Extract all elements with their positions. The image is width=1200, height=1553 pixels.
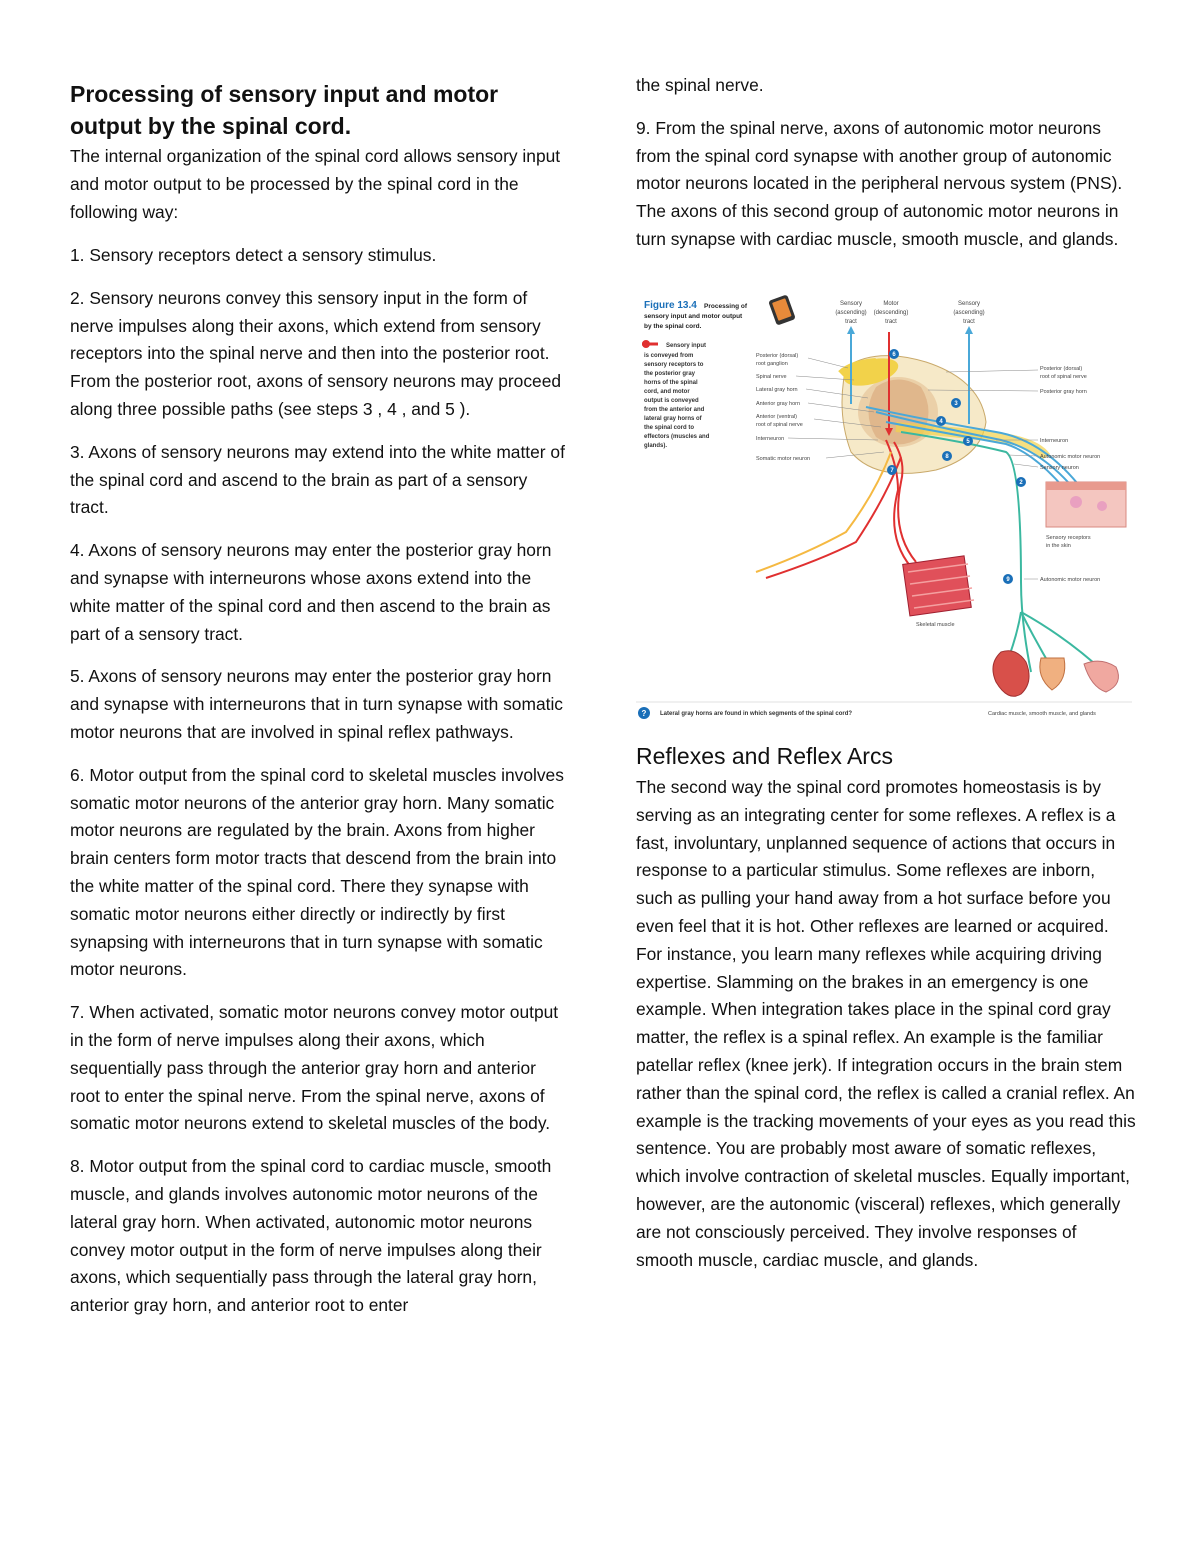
svg-text:output is conveyed: output is conveyed bbox=[644, 398, 699, 404]
tract-motor-1: Motor bbox=[883, 301, 899, 307]
intro-paragraph: The internal organization of the spinal cord allows sensory input and motor output to be processed by the spinal cord in the following way: bbox=[70, 146, 561, 222]
label-posterior-gray-horn: Posterior gray horn bbox=[1040, 389, 1087, 395]
tract-sensory-right-2: (ascending) bbox=[953, 310, 985, 316]
section-heading-reflexes: Reflexes and Reflex Arcs bbox=[636, 743, 893, 769]
tract-sensory-right-3: tract bbox=[963, 319, 975, 325]
tablet-icon bbox=[768, 294, 796, 325]
label-anterior-gray-horn: Anterior gray horn bbox=[756, 401, 801, 407]
svg-text:8: 8 bbox=[945, 454, 949, 460]
interneuron-path bbox=[756, 452, 891, 572]
svg-text:6: 6 bbox=[892, 352, 896, 358]
step-2: 2. Sensory neurons convey this sensory input in the form of nerve impulses along their axons, which extend from sensory receptors into the spinal nerve and then into the posterior root. From the posterior root, axons of sensory neurons may proceed along three possible paths (see steps 3 , 4 , and 5 ). bbox=[70, 287, 562, 419]
svg-text:5: 5 bbox=[966, 439, 970, 445]
reflexes-paragraph: The second way the spinal cord promotes homeostasis is by serving as an integrating center for some reflexes. A reflex is a fast, involuntary, unplanned sequence of actions that occurs in response to a particular stimulus. Some reflexes are inborn, such as pulling your hand away from a hot surface before you even feel that it is hot. Other reflexes are learned or acquired. For instance, you learn many reflexes while acquiring driving expertise. Slamming on the brakes in an emergency is one example. When integration takes place in the spinal cord gray matter, the reflex is a spinal reflex. An example is the familiar patellar reflex (knee jerk). If integration occurs in the brain stem rather than the spinal cord, the reflex is called a cranial reflex. An example is the tracking movements of your eyes as you read this sentence. You are probably most aware of somatic reflexes, which involve contraction of skeletal muscles. Equally important, however, are the autonomic (visceral) reflexes, which generally are not consciously perceived. They involve responses of smooth muscle, cardiac muscle, and glands. bbox=[636, 777, 1136, 1270]
label-posterior-root-right-1: Posterior (dorsal) bbox=[1040, 366, 1083, 372]
svg-text:4: 4 bbox=[939, 419, 943, 425]
label-sensory-neuron: Sensory neuron bbox=[1040, 465, 1079, 471]
step-1: 1. Sensory receptors detect a sensory stimulus. bbox=[70, 245, 437, 265]
skin-sensory-receptors bbox=[1046, 482, 1126, 527]
step-7: 7. When activated, somatic motor neurons convey motor output in the form of nerve impulses along their axons, which sequentially pass through the anterior gray horn and anterior root to enter the spinal nerve. From the spinal nerve, axons of somatic motor neurons extend to skeletal muscles of the body. bbox=[70, 1002, 559, 1134]
sensory-input-legend bbox=[642, 340, 710, 449]
label-somatic-motor-neuron: Somatic motor neuron bbox=[756, 456, 811, 462]
steps-list-left bbox=[70, 242, 570, 1335]
figure-13-4 bbox=[636, 292, 1132, 722]
svg-text:cord, and motor: cord, and motor bbox=[644, 389, 690, 395]
step-8-continuation: the spinal nerve. bbox=[636, 75, 764, 95]
label-sensory-receptors-1: Sensory receptors bbox=[1046, 535, 1091, 541]
spinal-cord-diagram bbox=[636, 292, 1132, 722]
tract-sensory-left-1: Sensory bbox=[839, 301, 863, 307]
tract-motor-2: (descending) bbox=[873, 310, 909, 316]
label-posterior-root-right-2: root of spinal nerve bbox=[1040, 374, 1087, 380]
page-heading: Processing of sensory input and motor output by the spinal cord. bbox=[70, 81, 499, 139]
label-skeletal-muscle: Skeletal muscle bbox=[916, 622, 955, 628]
figure-title-3: by the spinal cord. bbox=[644, 323, 702, 330]
svg-text:2: 2 bbox=[1019, 480, 1023, 486]
step-4: 4. Axons of sensory neurons may enter the posterior gray horn and synapse with interneurons whose axons extend into the white matter of the spinal cord and then ascend to the brain as part of a sensory tract. bbox=[70, 540, 552, 644]
label-posterior-root-ganglion-2: root ganglion bbox=[756, 361, 788, 367]
label-effectors: Cardiac muscle, smooth muscle, and glands bbox=[988, 711, 1096, 717]
svg-text:lateral gray horns of: lateral gray horns of bbox=[644, 416, 702, 422]
steps-list-right bbox=[636, 72, 1136, 269]
svg-text:3: 3 bbox=[954, 401, 958, 407]
tract-sensory-left-3: tract bbox=[845, 319, 857, 325]
figure-question: Lateral gray horns are found in which segments of the spinal cord? bbox=[660, 711, 853, 717]
svg-text:from the anterior and: from the anterior and bbox=[644, 407, 705, 413]
svg-text:7: 7 bbox=[890, 468, 894, 474]
svg-text:glands).: glands). bbox=[644, 443, 668, 449]
svg-text:9: 9 bbox=[1006, 577, 1010, 583]
svg-text:sensory receptors to: sensory receptors to bbox=[644, 362, 704, 368]
label-autonomic-motor-neuron-1: Autonomic motor neuron bbox=[1040, 454, 1101, 460]
label-sensory-receptors-2: in the skin bbox=[1046, 543, 1071, 549]
label-interneuron-right: Interneuron bbox=[1040, 438, 1069, 444]
effector-organs bbox=[993, 651, 1119, 697]
svg-text:effectors (muscles and: effectors (muscles and bbox=[644, 434, 710, 440]
step-3: 3. Axons of sensory neurons may extend into the white matter of the spinal cord and ascend to the brain as part of a sensory tract. bbox=[70, 441, 565, 518]
svg-text:Sensory input: Sensory input bbox=[666, 343, 707, 349]
figure-title-2: sensory input and motor output bbox=[644, 313, 743, 320]
tract-sensory-right-1: Sensory bbox=[957, 301, 981, 307]
svg-text:the spinal cord to: the spinal cord to bbox=[644, 425, 695, 431]
label-lateral-gray-horn: Lateral gray horn bbox=[756, 387, 798, 393]
figure-number: Figure 13.4 bbox=[644, 300, 697, 311]
label-posterior-root-ganglion-1: Posterior (dorsal) bbox=[756, 353, 799, 359]
step-9: 9. From the spinal nerve, axons of autonomic motor neurons from the spinal cord synapse with another group of autonomic motor neurons located in the peripheral nervous system (PNS). The axons of this second group of autonomic motor neurons in turn synapse with cardiac muscle, smooth muscle, and glands. bbox=[636, 117, 1123, 249]
tract-motor-3: tract bbox=[885, 319, 897, 325]
svg-text:?: ? bbox=[641, 709, 647, 718]
figure-title-1: Processing of bbox=[704, 303, 747, 310]
label-anterior-root-1: Anterior (ventral) bbox=[756, 414, 797, 420]
svg-text:the posterior gray: the posterior gray bbox=[644, 371, 696, 377]
label-spinal-nerve: Spinal nerve bbox=[756, 374, 787, 380]
svg-text:horns of the spinal: horns of the spinal bbox=[644, 380, 698, 386]
tract-sensory-left-2: (ascending) bbox=[835, 310, 867, 316]
step-6: 6. Motor output from the spinal cord to skeletal muscles involves somatic motor neurons of the anterior gray horn. Many somatic motor neurons are regulated by the brain. Axons from higher brain centers form motor tracts that descend from the brain into the white matter of the spinal cord. There they synapse with somatic motor neurons either directly or indirectly by first synapsing with interneurons that in turn synapse with somatic motor neurons. bbox=[70, 764, 564, 980]
svg-text:is conveyed from: is conveyed from bbox=[644, 353, 694, 359]
label-anterior-root-2: root of spinal nerve bbox=[756, 422, 803, 428]
skeletal-muscle-illustration bbox=[903, 556, 974, 616]
step-8: 8. Motor output from the spinal cord to cardiac muscle, smooth muscle, and glands involves autonomic motor neurons of the lateral gray horn. When activated, autonomic motor neurons convey motor output in the form of nerve impulses along their axons, which sequentially pass through the lateral gray horn, anterior gray horn, and anterior root to enter bbox=[70, 1156, 552, 1316]
label-autonomic-motor-neuron-2: Autonomic motor neuron bbox=[1040, 577, 1101, 583]
label-interneuron-left: Interneuron bbox=[756, 436, 785, 442]
step-5: 5. Axons of sensory neurons may enter the posterior gray horn and synapse with interneurons that in turn synapse with somatic motor neurons that are involved in spinal reflex pathways. bbox=[70, 666, 564, 742]
